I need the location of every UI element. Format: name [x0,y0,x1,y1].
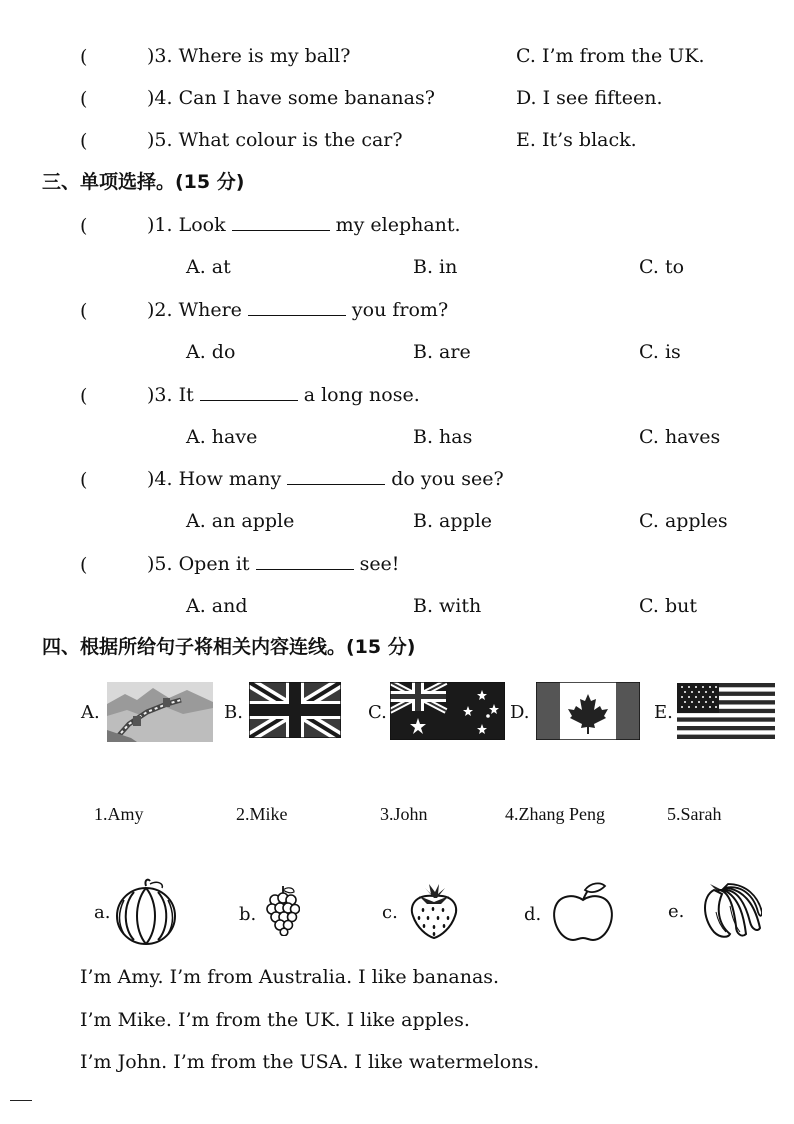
option-c: C. apples [639,510,728,532]
fruit-label-a: a. [94,902,111,923]
answer-bracket: ( [80,215,88,237]
match-answer-e: E. It’s black. [516,129,637,151]
sentence-1: I’m Amy. I’m from Australia. I like bananas. [80,966,500,988]
option-b: B. with [413,595,482,617]
great-wall-icon [107,682,213,742]
sentence-3: I’m John. I’m from the USA. I like watermelons. [80,1051,540,1073]
section-3-heading: 三、单项选择。(15 分) [42,171,245,193]
question-text: see! [359,553,400,575]
option-a: A. an apple [186,510,295,532]
answer-blank[interactable] [232,216,330,231]
option-a: A. do [186,341,236,363]
name-john: 3.John [380,804,428,824]
apple-icon [551,880,615,944]
uk-flag-icon [249,682,341,738]
option-a: A. and [186,595,248,617]
match-question-3: )3. Where is my ball? [147,45,351,67]
fruit-label-c: c. [382,902,398,923]
answer-blank[interactable] [200,386,298,401]
flag-label-e: E. [654,702,673,723]
watermelon-icon [114,878,180,946]
option-a: A. have [186,426,258,448]
flag-label-b: B. [224,702,243,723]
match-question-4: )4. Can I have some bananas? [147,87,435,109]
option-b: B. apple [413,510,493,532]
page-edge-mark [10,1100,32,1101]
australia-flag-icon [390,682,505,740]
answer-bracket: ( [80,130,88,152]
question-text: my elephant. [335,214,461,236]
option-b: B. in [413,256,458,278]
question-text: do you see? [391,468,504,490]
section-4-heading: 四、根据所给句子将相关内容连线。(15 分) [42,636,416,658]
option-b: B. has [413,426,473,448]
answer-blank[interactable] [248,301,346,316]
option-c: C. but [639,595,697,617]
choice-question-3 [147,386,420,405]
answer-blank[interactable] [287,470,385,485]
answer-bracket: ( [80,554,88,576]
answer-bracket: ( [80,88,88,110]
name-sarah: 5.Sarah [667,804,722,824]
question-text: )4. How many [147,468,282,490]
fruit-label-d: d. [524,904,542,925]
answer-bracket: ( [80,385,88,407]
match-answer-d: D. I see fifteen. [516,87,663,109]
choice-question-1 [147,216,461,235]
question-text: )3. It [147,384,194,406]
question-text: a long nose. [303,384,420,406]
choice-question-5 [147,555,399,574]
name-mike: 2.Mike [236,804,288,824]
strawberry-icon [407,882,461,940]
choice-question-2 [147,301,448,320]
option-a: A. at [186,256,231,278]
fruit-label-e: e. [668,901,685,922]
canada-flag-icon [536,682,640,740]
fruit-label-b: b. [239,904,257,925]
answer-bracket: ( [80,469,88,491]
sentence-2: I’m Mike. I’m from the UK. I like apples. [80,1009,470,1031]
option-b: B. are [413,341,471,363]
question-text: )5. Open it [147,553,250,575]
match-answer-c: C. I’m from the UK. [516,45,705,67]
question-text: )1. Look [147,214,226,236]
question-text: you from? [351,299,449,321]
flag-label-c: C. [368,702,387,723]
name-amy: 1.Amy [94,804,144,824]
answer-bracket: ( [80,46,88,68]
option-c: C. haves [639,426,721,448]
choice-question-4 [147,470,504,489]
match-question-5: )5. What colour is the car? [147,129,403,151]
flag-label-a: A. [81,702,100,723]
name-zhang-peng: 4.Zhang Peng [505,804,605,824]
bananas-icon [700,882,762,940]
grapes-icon [266,884,300,936]
answer-blank[interactable] [256,555,354,570]
answer-bracket: ( [80,300,88,322]
flag-label-d: D. [510,702,530,723]
usa-flag-icon [677,683,775,739]
option-c: C. to [639,256,685,278]
option-c: C. is [639,341,681,363]
question-text: )2. Where [147,299,242,321]
